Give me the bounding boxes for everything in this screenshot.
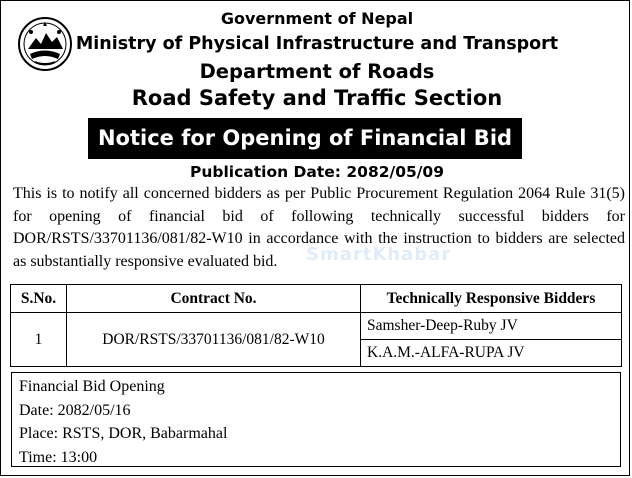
header-ministry: Ministry of Physical Infrastructure and Transport bbox=[75, 34, 559, 54]
header-government: Government of Nepal bbox=[220, 9, 414, 28]
header-section: Road Safety and Traffic Section bbox=[131, 86, 503, 110]
publication-date: Publication Date: 2082/05/09 bbox=[189, 163, 444, 181]
opening-time: Time: 13:00 bbox=[19, 448, 98, 466]
notice-body: This is to notify all concerned bidders as per Public Procurement Regulation 2064 Rule 31(5) for opening of financial bid of following technically successful bidders for DOR/RSTS/33701136/081/82-W10 in accordance with the instruction to bidders are selected as substantially responsive evaluated bid. bbox=[13, 185, 625, 270]
bidder-name: Samsher-Deep-Ruby JV bbox=[361, 313, 622, 340]
watermark: SmartKhabar bbox=[306, 244, 452, 265]
opening-title: Financial Bid Opening bbox=[19, 378, 165, 395]
opening-info-box bbox=[11, 372, 621, 467]
header-bidders: Technically Responsive Bidders bbox=[361, 285, 622, 313]
bid-table bbox=[10, 284, 622, 367]
opening-date: Date: 2082/05/16 bbox=[19, 401, 131, 419]
row-sno: 1 bbox=[11, 313, 67, 367]
row-contract-no: DOR/RSTS/33701136/081/82-W10 bbox=[67, 313, 361, 367]
table-header-row bbox=[11, 285, 622, 313]
notice-title: Notice for Opening of Financial Bid bbox=[88, 118, 522, 159]
bidder-name: K.A.M.-ALFA-RUPA JV bbox=[361, 340, 622, 367]
header-sno: S.No. bbox=[11, 285, 67, 313]
header-department: Department of Roads bbox=[199, 60, 435, 83]
opening-place: Place: RSTS, DOR, Babarmahal bbox=[19, 425, 228, 442]
header-contract-no: Contract No. bbox=[67, 285, 361, 313]
table-row bbox=[11, 313, 622, 340]
